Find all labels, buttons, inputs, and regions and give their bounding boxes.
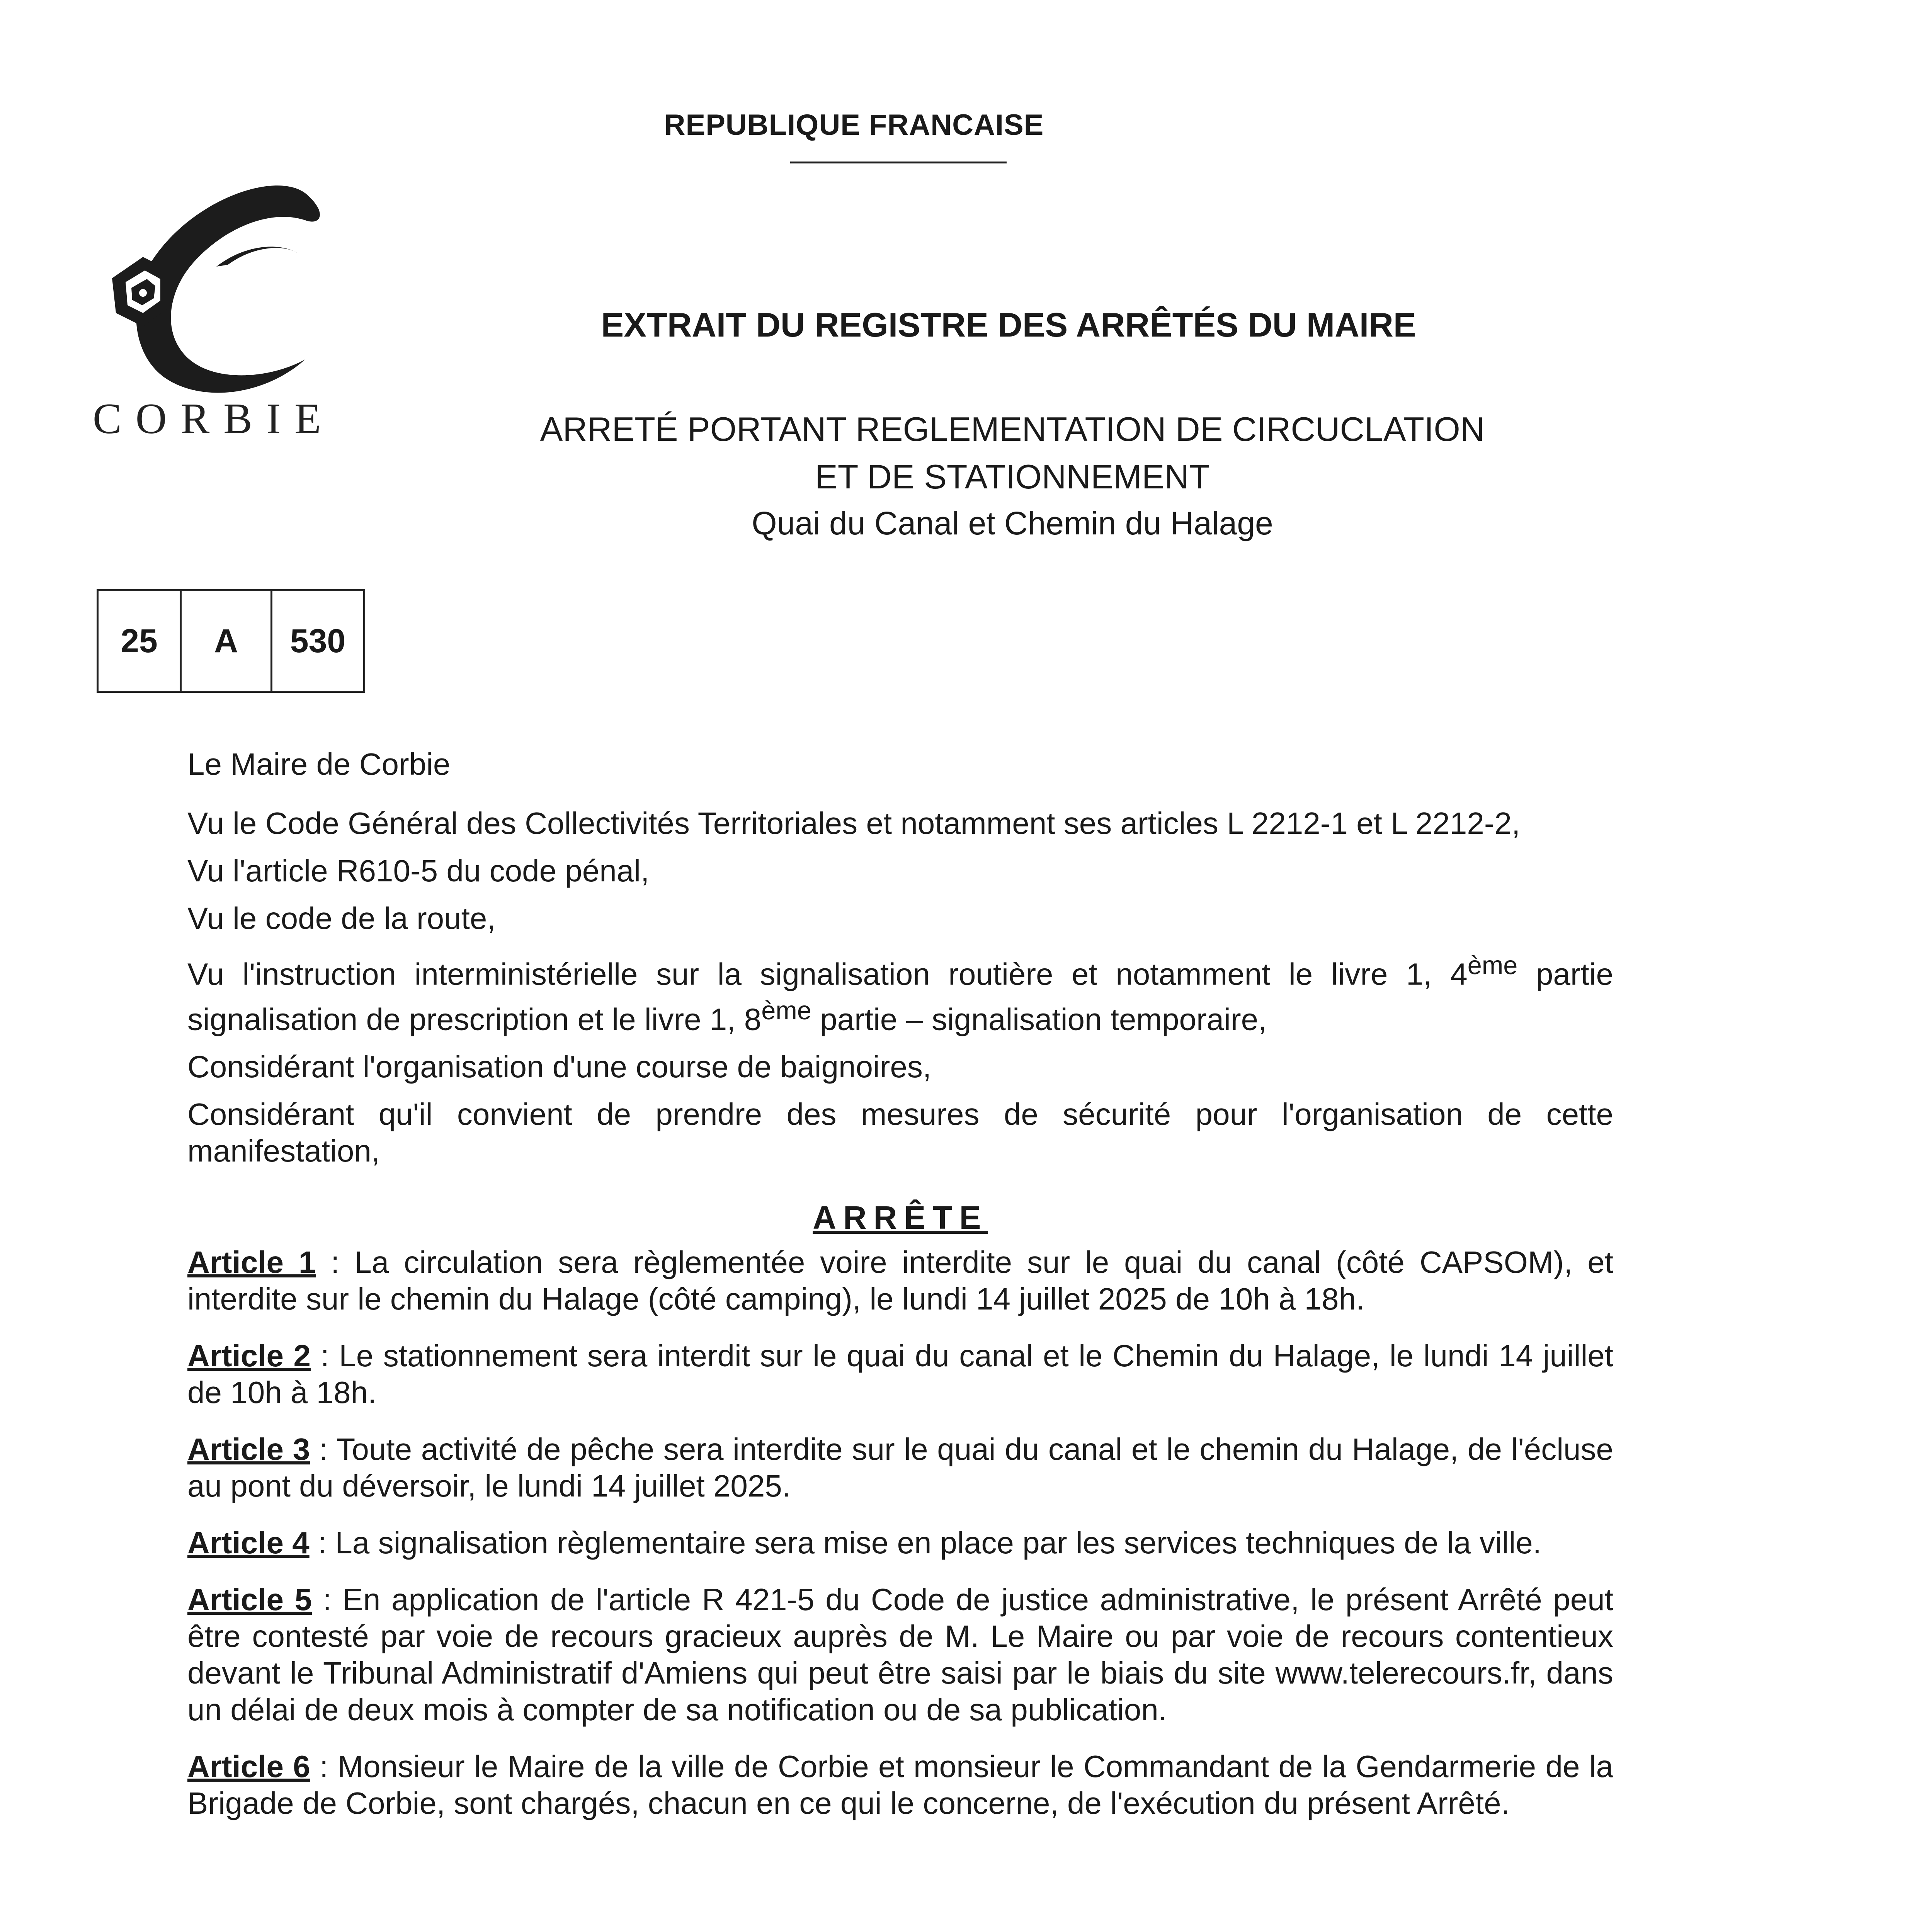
heading-rule [790, 162, 1007, 163]
article-label: Article 6 [187, 1749, 310, 1784]
consideration: Vu le code de la route, [187, 901, 496, 935]
article-text: : Monsieur le Maire de la ville de Corbie et monsieur le Commandant de la Gendarmerie de la Brigade de Corbie, sont chargés, chacun en ce qui le concerne, de l'exécution du présent Arrêté. [187, 1749, 1614, 1821]
article-label: Article 4 [187, 1526, 310, 1560]
reference-box [97, 589, 365, 693]
republic-heading: REPUBLIQUE FRANCAISE [664, 109, 1044, 141]
consideration: Vu le Code Général des Collectivités Territoriales et notamment ses articles L 2212-1 et L 2212-2, [187, 806, 1521, 840]
register-extract-title: EXTRAIT DU REGISTRE DES ARRÊTÉS DU MAIRE [601, 306, 1416, 344]
article-5 [187, 1581, 1613, 1728]
article-label: Article 3 [187, 1432, 310, 1467]
article-text: : Le stationnement sera interdit sur le quai du canal et le Chemin du Halage, le lundi 14 juillet de 10h à 18h. [187, 1338, 1614, 1410]
consideration: Considérant l'organisation d'une course de baignoires, [187, 1049, 932, 1084]
article-text: : Toute activité de pêche sera interdite sur le quai du canal et le chemin du Halage, de l'écluse au pont du déversoir, le lundi 14 juillet 2025. [187, 1432, 1613, 1503]
article-2 [187, 1337, 1613, 1411]
reference-type: A [182, 591, 272, 691]
consideration: Vu l'instruction interministérielle sur la signalisation routière et notamment le livre 1, 4ème partie signalisation de prescription et le livre 1, 8ème partie – signalisation temporaire, [187, 951, 1614, 1037]
article-text: : La circulation sera règlementée voire interdite sur le quai du canal (côté CAPSOM), et interdite sur le chemin du Halage (côté camping), le lundi 14 juillet 2025 de 10h à 18h. [187, 1245, 1613, 1316]
article-label: Article 5 [187, 1582, 312, 1617]
order-title-location: Quai du Canal et Chemin du Halage [752, 505, 1273, 541]
logo-town-name: CORBIE [93, 395, 335, 443]
article-3 [187, 1431, 1613, 1504]
order-title-line-2: ET DE STATIONNEMENT [815, 457, 1210, 496]
article-text: : La signalisation règlementaire sera mise en place par les services techniques de la ville. [309, 1526, 1542, 1560]
consideration: Vu l'article R610-5 du code pénal, [187, 854, 650, 888]
consideration: Considérant qu'il convient de prendre des mesures de sécurité pour l'organisation de cette manifestation, [187, 1097, 1613, 1168]
article-label: Article 2 [187, 1338, 311, 1373]
mayor-intro: Le Maire de Corbie [187, 747, 451, 781]
article-1 [187, 1244, 1613, 1317]
decision-heading: ARRÊTE [813, 1199, 988, 1236]
order-title-line-1: ARRETÉ PORTANT REGLEMENTATION DE CIRCUCLATION [540, 410, 1485, 448]
article-label: Article 1 [187, 1245, 316, 1280]
article-6 [187, 1748, 1613, 1821]
article-4 [187, 1524, 1613, 1561]
reference-year: 25 [99, 591, 182, 691]
order-body [187, 746, 1613, 1842]
article-text: : En application de l'article R 421-5 du Code de justice administrative, le présent Arrêté peut être contesté par voie de recours gracieux auprès de M. Le Maire ou par voie de recours contentieux devant le Tribunal Administratif d'Amiens qui peut être saisi par le biais du site www.telerecours.fr, dans un délai de deux mois à compter de sa notification ou de sa publication. [187, 1582, 1613, 1727]
reference-number: 530 [290, 622, 346, 660]
